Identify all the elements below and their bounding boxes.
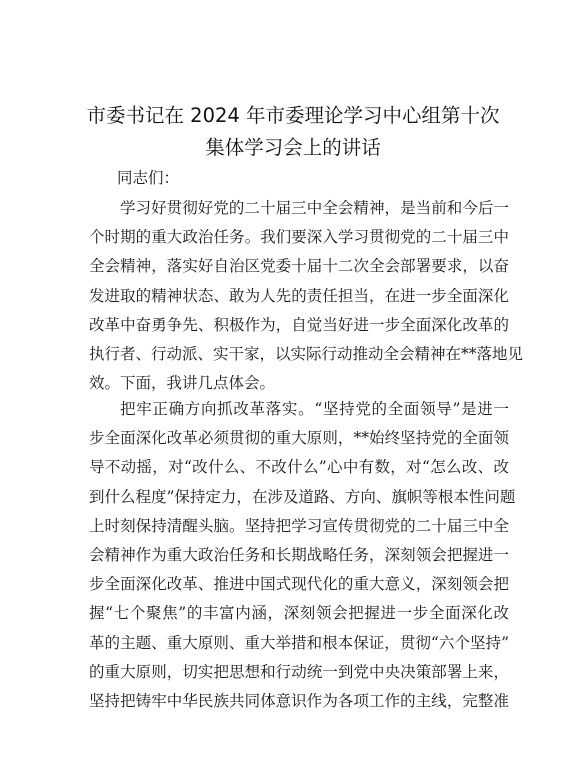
paragraph-2 xyxy=(89,395,516,716)
paragraph-line: 把牢正确方向抓改革落实。“坚持党的全面领导”是进一 xyxy=(120,400,509,418)
paragraph-line: 会精神作为重大政治任务和长期战略任务，深刻领会把握进一 xyxy=(89,545,509,564)
paragraph-line: 执行者、行动派、实干家，以实际行动推动全会精神在**落地见 xyxy=(89,344,524,363)
paragraph-line: 学习好贯彻好党的二十届三中全会精神，是当前和今后一 xyxy=(120,199,509,217)
salutation: 同志们： xyxy=(117,169,180,187)
paragraph-line: 改革中奋勇争先、积极作为，自觉当好进一步全面深化改革的 xyxy=(89,315,509,334)
paragraph-line: 效。下面，我讲几点体会。 xyxy=(89,374,276,393)
paragraph-line: 个时期的重大政治任务。我们要深入学习贯彻党的二十届三中 xyxy=(89,228,509,247)
paragraph-line: 坚持把铸牢中华民族共同体意识作为各项工作的主线，完整准 xyxy=(89,691,509,710)
paragraph-1 xyxy=(89,194,524,398)
paragraph-line: 革的主题、重大原则、重大举措和根本保证，贯彻“六个坚持” xyxy=(89,633,509,652)
title-line-2: 集体学习会上的讲话 xyxy=(205,136,381,159)
paragraph-line: 握“七个聚焦”的丰富内涵，深刻领会把握进一步全面深化改 xyxy=(89,604,509,623)
title-line-1: 市委书记在 2024 年市委理论学习中心组第十次 xyxy=(86,104,500,127)
paragraph-line: 上时刻保持清醒头脑。坚持把学习宣传贯彻党的二十届三中全 xyxy=(89,516,509,535)
paragraph-line: 到什么程度”保持定力，在涉及道路、方向、旗帜等根本性问题 xyxy=(89,487,516,506)
paragraph-line: 的重大原则，切实把思想和行动统一到党中央决策部署上来， xyxy=(89,662,509,681)
paragraph-line: 步全面深化改革必须贯彻的重大原则，**始终坚持党的全面领 xyxy=(89,429,509,448)
document-title xyxy=(60,100,526,164)
paragraph-line: 步全面深化改革、推进中国式现代化的重大意义，深刻领会把 xyxy=(89,575,509,594)
paragraph-line: 发进取的精神状态、敢为人先的责任担当，在进一步全面深化 xyxy=(89,286,509,305)
paragraph-line: 导不动摇，对“改什么、不改什么”心中有数，对“怎么改、改 xyxy=(89,458,509,477)
paragraph-line: 全会精神，落实好自治区党委十届十二次全会部署要求，以奋 xyxy=(89,257,509,276)
